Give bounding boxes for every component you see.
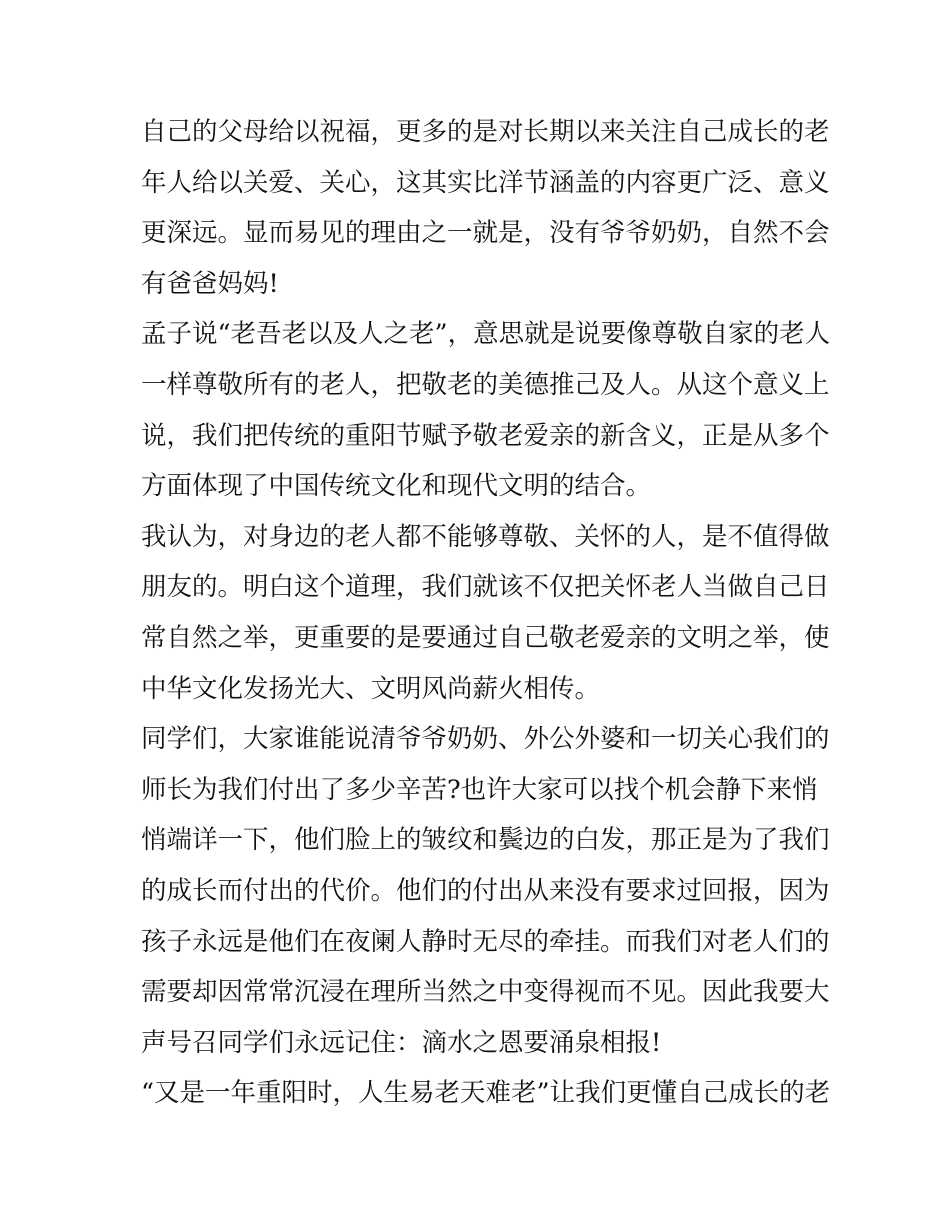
document-body [141, 107, 831, 1119]
text-line: 的成长而付出的代价。他们的付出从来没有要求过回报，因为 [141, 875, 830, 906]
text-line: 孩子永远是他们在夜阑人静时无尽的牵挂。而我们对老人们的 [141, 926, 830, 957]
text-line: 有爸爸妈妈! [141, 268, 279, 299]
text-line: 悄端详一下，他们脸上的皱纹和鬓边的白发，那正是为了我们 [141, 825, 830, 856]
text-line: 说，我们把传统的重阳节赋予敬老爱亲的新含义，正是从多个 [141, 420, 830, 451]
text-line: 年人给以关爱、关心，这其实比洋节涵盖的内容更广泛、意义 [141, 167, 830, 198]
text-line: 声号召同学们永远记住：滴水之恩要涌泉相报! [141, 1027, 662, 1058]
text-line: “又是一年重阳时，人生易老天难老”让我们更懂自己成长的老 [141, 1078, 831, 1109]
text-line: 更深远。显而易见的理由之一就是，没有爷爷奶奶，自然不会 [141, 218, 830, 249]
text-line: 常自然之举，更重要的是要通过自己敬老爱亲的文明之举，使 [141, 622, 830, 653]
text-line: 朋友的。明白这个道理，我们就该不仅把关怀老人当做自己日 [141, 572, 830, 603]
text-line: 孟子说“老吾老以及人之老”，意思就是说要像尊敬自家的老人 [141, 319, 831, 350]
text-line: 我认为，对身边的老人都不能够尊敬、关怀的人，是不值得做 [141, 521, 830, 552]
text-line: 需要却因常常沉浸在理所当然之中变得视而不见。因此我要大 [141, 977, 830, 1008]
text-line: 同学们，大家谁能说清爷爷奶奶、外公外婆和一切关心我们的 [141, 724, 830, 755]
text-line: 方面体现了中国传统文化和现代文明的结合。 [141, 471, 652, 502]
text-line: 自己的父母给以祝福，更多的是对长期以来关注自己成长的老 [141, 117, 830, 147]
text-line: 中华文化发扬光大、文明风尚薪火相传。 [141, 673, 601, 704]
text-line: 师长为我们付出了多少辛苦?也许大家可以找个机会静下来悄 [141, 774, 818, 805]
text-line: 一样尊敬所有的老人，把敬老的美德推己及人。从这个意义上 [141, 369, 830, 400]
